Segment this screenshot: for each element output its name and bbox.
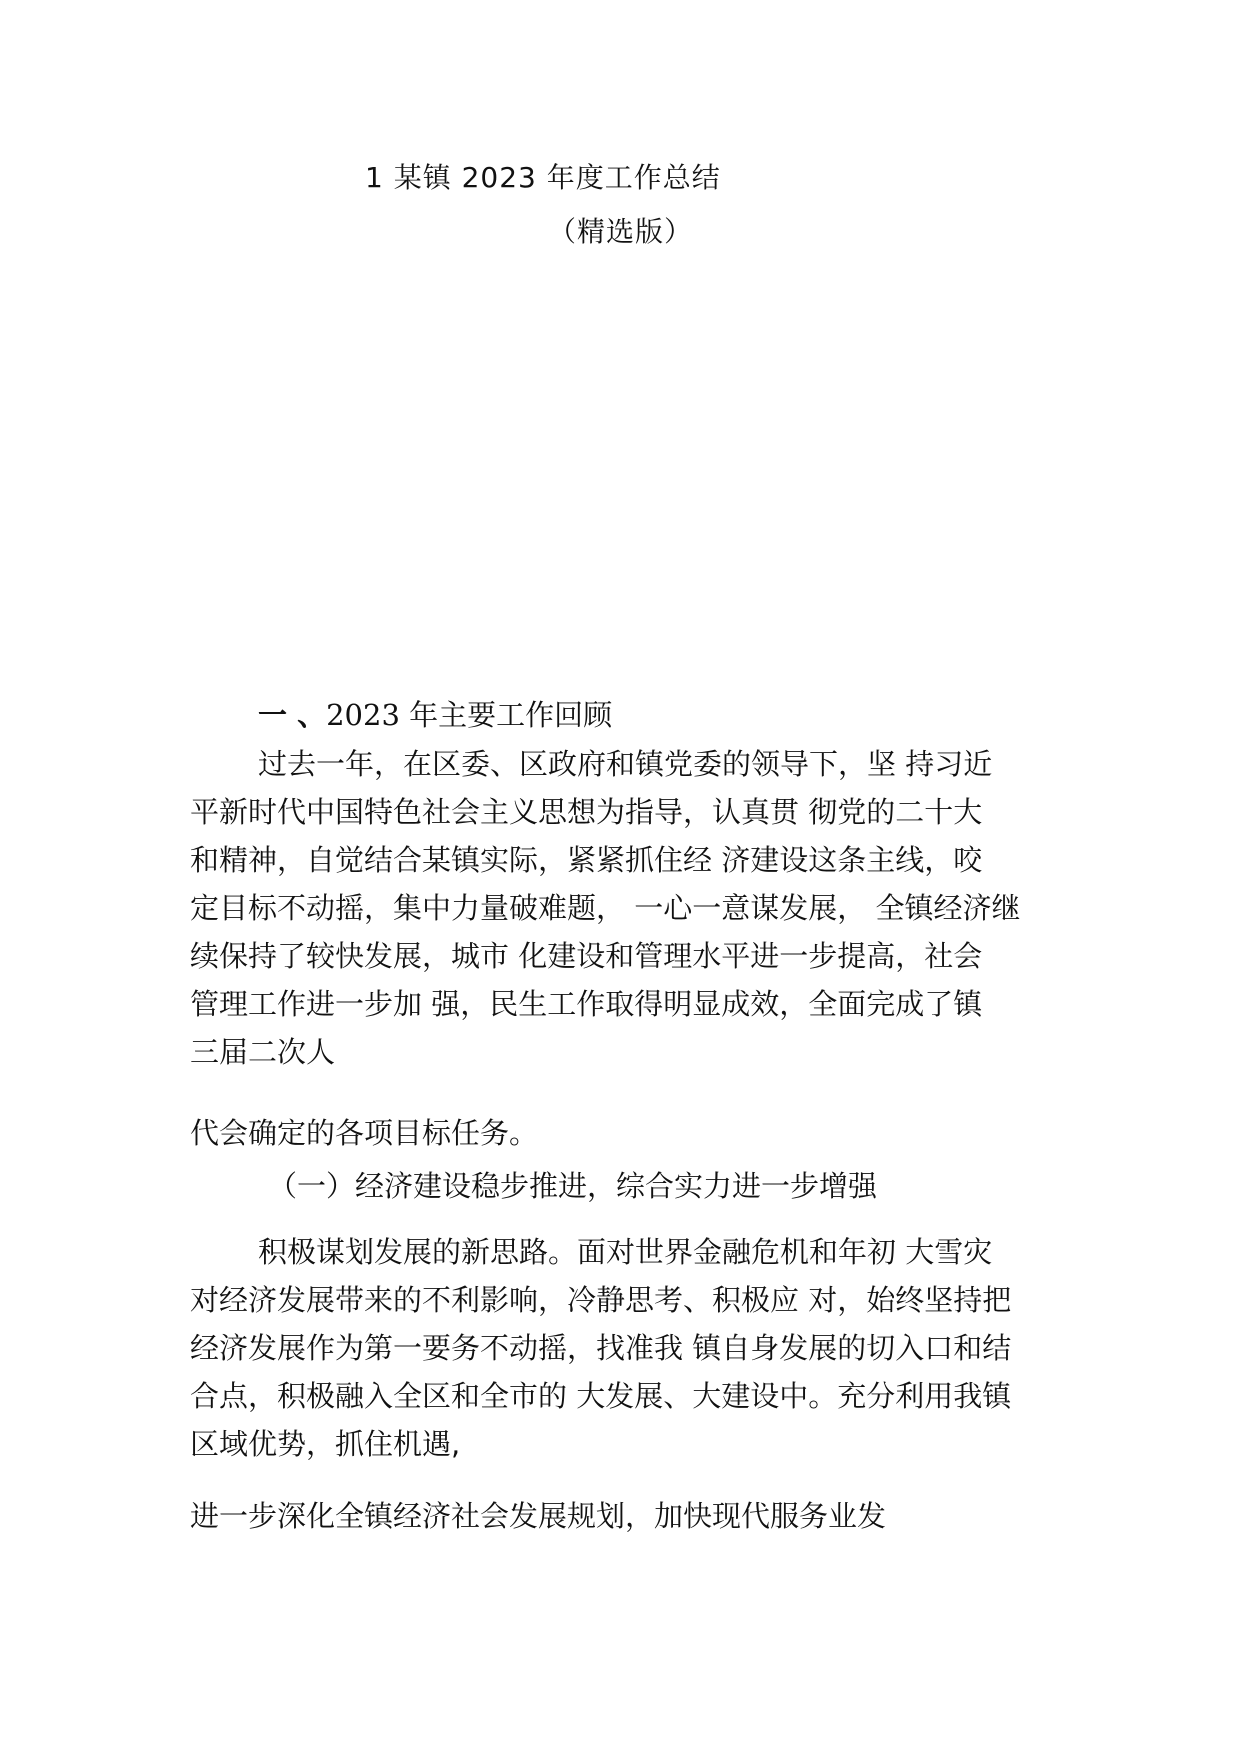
paragraph-line: 积极谋划发展的新思路。面对世界金融危机和年初 大雪灾 <box>258 1235 993 1269</box>
paragraph-line: 定目标不动摇，集中力量破难题， 一心一意谋发展， 全镇经济继 <box>190 891 1021 925</box>
paragraph-line: 平新时代中国特色社会主义思想为指导，认真贯 彻党的二十大 <box>190 795 983 829</box>
paragraph-line: 续保持了较快发展，城市 化建设和管理水平进一步提高，社会 <box>190 939 983 973</box>
section-heading <box>258 693 612 734</box>
paragraph-line: 对经济发展带来的不利影响，冷静思考、积极应 对，始终坚持把 <box>190 1283 1012 1317</box>
document-subtitle: （精选版） <box>548 215 694 248</box>
paragraph-1-tail: 代会确定的各项目标任务。 <box>190 1116 539 1150</box>
paragraph-line: 区域优势，抓住机遇, <box>190 1427 461 1461</box>
paragraph-2-tail: 进一步深化全镇经济社会发展规划，加快现代服务业发 <box>190 1499 887 1533</box>
paragraph-1 <box>190 740 1020 1076</box>
paragraph-2 <box>190 1228 1011 1468</box>
paragraph-line: 过去一年，在区委、区政府和镇党委的领导下，坚 持习近 <box>258 747 993 781</box>
paragraph-line: 和精神，自觉结合某镇实际，紧紧抓住经 济建设这条主线，咬 <box>190 843 983 877</box>
paragraph-line: 管理工作进一步加 强，民生工作取得明显成效，全面完成了镇 <box>190 987 983 1021</box>
paragraph-line: 三届二次人 <box>190 1035 336 1069</box>
document-title: 1 某镇 2023 年度工作总结 <box>365 161 721 194</box>
paragraph-line: 经济发展作为第一要务不动摇，找准我 镇自身发展的切入口和结 <box>190 1331 1012 1365</box>
section-heading-year: 2023 <box>326 698 400 732</box>
subsection-heading: （一）经济建设稳步推进，综合实力进一步增强 <box>268 1169 878 1203</box>
section-heading-prefix: 一 、 <box>258 698 327 732</box>
section-heading-text: 年主要工作回顾 <box>399 698 613 732</box>
paragraph-line: 合点，积极融入全区和全市的 大发展、大建设中。充分利用我镇 <box>190 1379 1012 1413</box>
